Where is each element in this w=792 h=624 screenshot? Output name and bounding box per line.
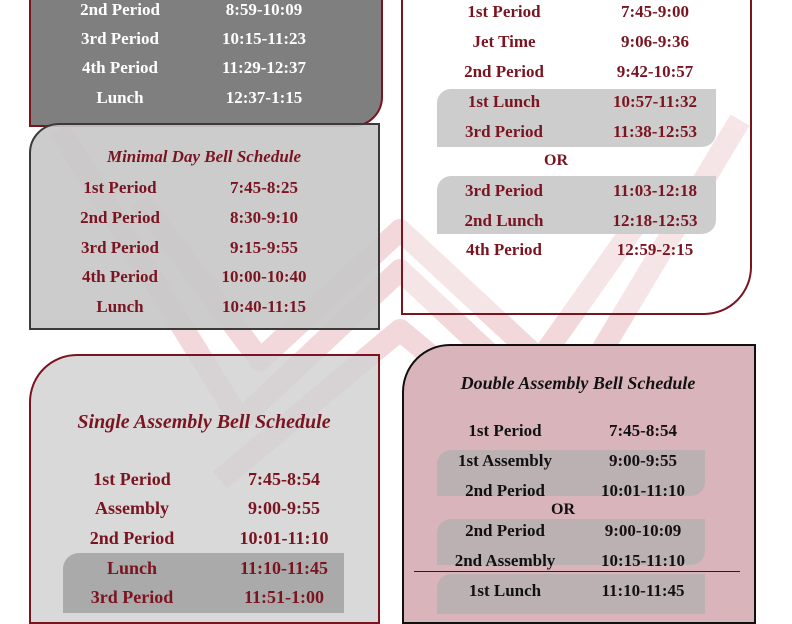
- minimal-period: 2nd Period: [80, 208, 160, 227]
- minimal-time: 8:30-9:10: [230, 208, 298, 227]
- single-period: Lunch: [106, 558, 158, 578]
- double-or-label: OR: [551, 501, 575, 518]
- minimal-period: 1st Period: [83, 178, 157, 197]
- minimal-time: 9:15-9:55: [230, 238, 298, 257]
- double-time: 11:10-11:45: [601, 581, 685, 600]
- jet-period: 3rd Period: [465, 181, 543, 200]
- single-assembly-title: Single Assembly Bell Schedule: [77, 411, 331, 433]
- single-period: Assembly: [94, 498, 170, 518]
- double-period: 1st Period: [468, 421, 542, 440]
- single-time: 7:45-8:54: [248, 469, 320, 489]
- single-time: 11:10-11:45: [240, 558, 328, 578]
- jet-period: 3rd Period: [465, 122, 543, 141]
- minimal-period: 4th Period: [81, 267, 159, 286]
- double-time: 9:00-9:55: [609, 451, 677, 470]
- double-period: 1st Assembly: [458, 451, 552, 470]
- jet-time: 10:57-11:32: [612, 92, 698, 111]
- jet-period: 1st Lunch: [467, 92, 541, 111]
- regular-period: 4th Period: [81, 58, 159, 77]
- double-time: 9:00-10:09: [604, 521, 682, 540]
- minimal-time: 10:40-11:15: [221, 297, 307, 316]
- jet-period: Jet Time: [472, 32, 536, 51]
- jet-time: 12:18-12:53: [612, 211, 698, 230]
- regular-time: 10:15-11:23: [221, 29, 307, 48]
- single-time: 9:00-9:55: [248, 498, 320, 518]
- double-divider: [414, 571, 740, 572]
- jet-period: 2nd Lunch: [464, 211, 544, 230]
- single-period: 2nd Period: [89, 528, 175, 548]
- regular-time: 11:29-12:37: [221, 58, 307, 77]
- jet-time: 11:03-12:18: [612, 181, 698, 200]
- regular-time: 12:37-1:15: [225, 88, 303, 107]
- regular-time: 8:59-10:09: [225, 0, 303, 19]
- jet-time: 12:59-2:15: [616, 240, 694, 259]
- double-period: 2nd Period: [465, 481, 545, 500]
- double-time: 10:15-11:10: [600, 551, 686, 570]
- jet-time-panel: [401, 0, 752, 315]
- minimal-period: 3rd Period: [81, 238, 159, 257]
- regular-period: 3rd Period: [81, 29, 159, 48]
- jet-time: 9:06-9:36: [621, 32, 689, 51]
- double-period: 2nd Period: [465, 521, 545, 540]
- minimal-day-title: Minimal Day Bell Schedule: [106, 147, 302, 166]
- double-assembly-title: Double Assembly Bell Schedule: [460, 373, 696, 393]
- double-period: 2nd Assembly: [454, 551, 556, 570]
- single-time: 11:51-1:00: [244, 587, 324, 607]
- jet-period: 4th Period: [465, 240, 543, 259]
- minimal-period: Lunch: [96, 297, 144, 316]
- double-time: 7:45-8:54: [609, 421, 677, 440]
- single-period: 1st Period: [93, 469, 171, 489]
- regular-period: Lunch: [96, 88, 144, 107]
- jet-or-label: OR: [544, 152, 568, 169]
- double-time: 10:01-11:10: [600, 481, 686, 500]
- jet-time: 7:45-9:00: [621, 2, 689, 21]
- double-period: 1st Lunch: [468, 581, 542, 600]
- single-time: 10:01-11:10: [239, 528, 329, 548]
- jet-period: 1st Period: [467, 2, 541, 21]
- jet-period: 2nd Period: [464, 62, 544, 81]
- minimal-time: 10:00-10:40: [221, 267, 307, 286]
- jet-time: 9:42-10:57: [616, 62, 694, 81]
- regular-period: 2nd Period: [80, 0, 160, 19]
- jet-time: 11:38-12:53: [612, 122, 698, 141]
- single-period: 3rd Period: [90, 587, 174, 607]
- minimal-time: 7:45-8:25: [230, 178, 298, 197]
